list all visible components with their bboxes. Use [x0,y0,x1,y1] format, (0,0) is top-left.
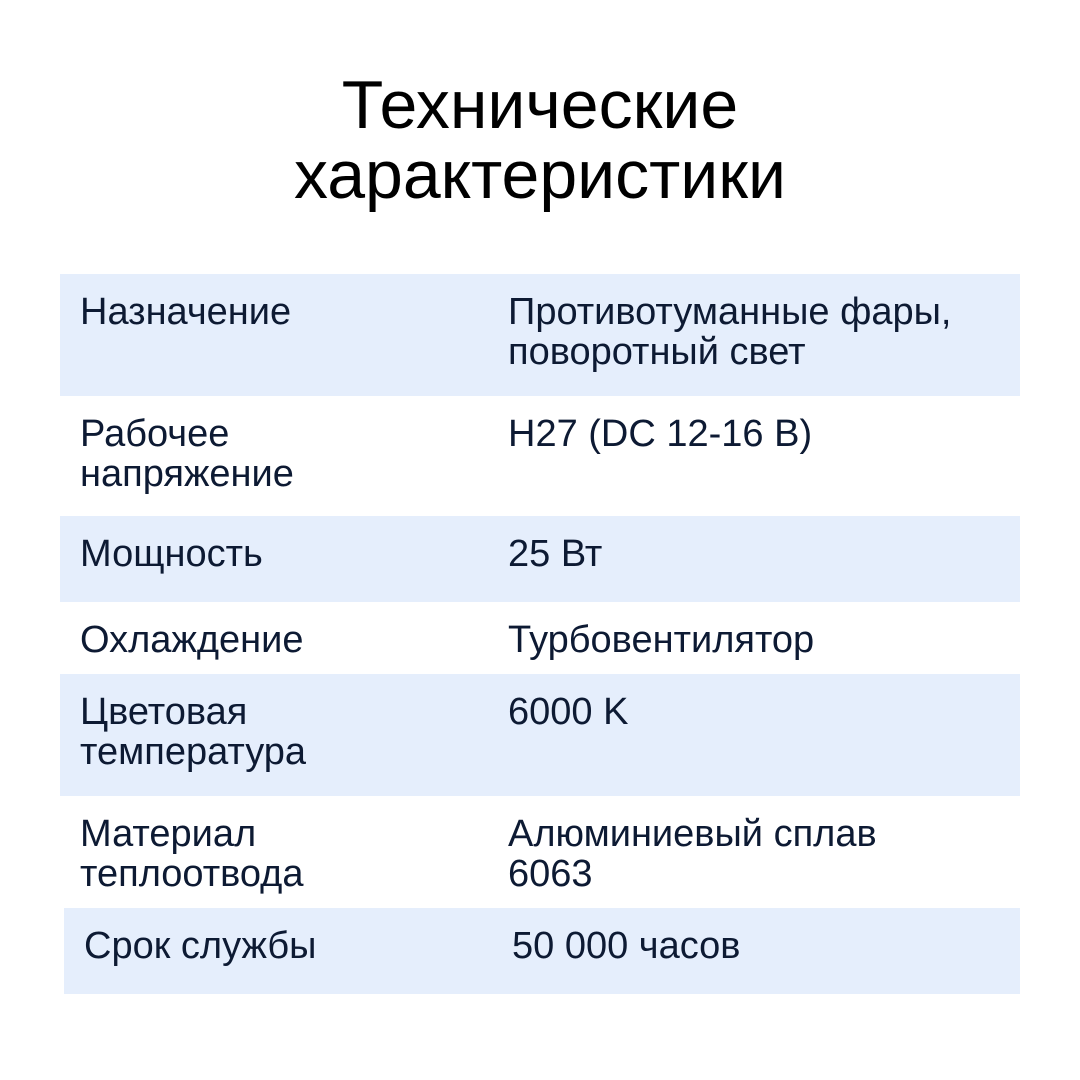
spec-value: 50 000 часов [512,925,741,967]
spec-label: Назначение [80,291,292,333]
spec-value: H27 (DC 12-16 B) [508,413,813,455]
spec-label: Охлаждение [80,619,304,661]
page-title [0,67,1080,213]
spec-label: Материал теплоотвода [80,813,304,895]
spec-row-color-temperature [60,674,1020,796]
spec-label: Цветовая температура [80,691,307,773]
spec-label: Мощность [80,533,263,575]
spec-row-power [60,516,1020,602]
spec-row-lifetime [64,908,1020,994]
spec-row-cooling [60,602,1020,674]
spec-value: Турбовентилятор [508,619,815,661]
spec-label: Срок службы [84,925,317,967]
title-line-2: характеристики [293,137,787,213]
spec-row-purpose [60,274,1020,396]
spec-row-heatsink-material [60,796,1020,908]
title-line-1: Технические [341,67,739,143]
spec-value: 6000 K [508,691,629,733]
spec-label: Рабочее напряжение [80,413,294,495]
spec-value: Алюминиевый сплав 6063 [508,813,877,895]
specs-table [60,274,1020,994]
spec-value: 25 Вт [508,533,603,575]
spec-row-voltage [60,396,1020,516]
spec-value: Противотуманные фары, поворотный свет [508,291,952,373]
